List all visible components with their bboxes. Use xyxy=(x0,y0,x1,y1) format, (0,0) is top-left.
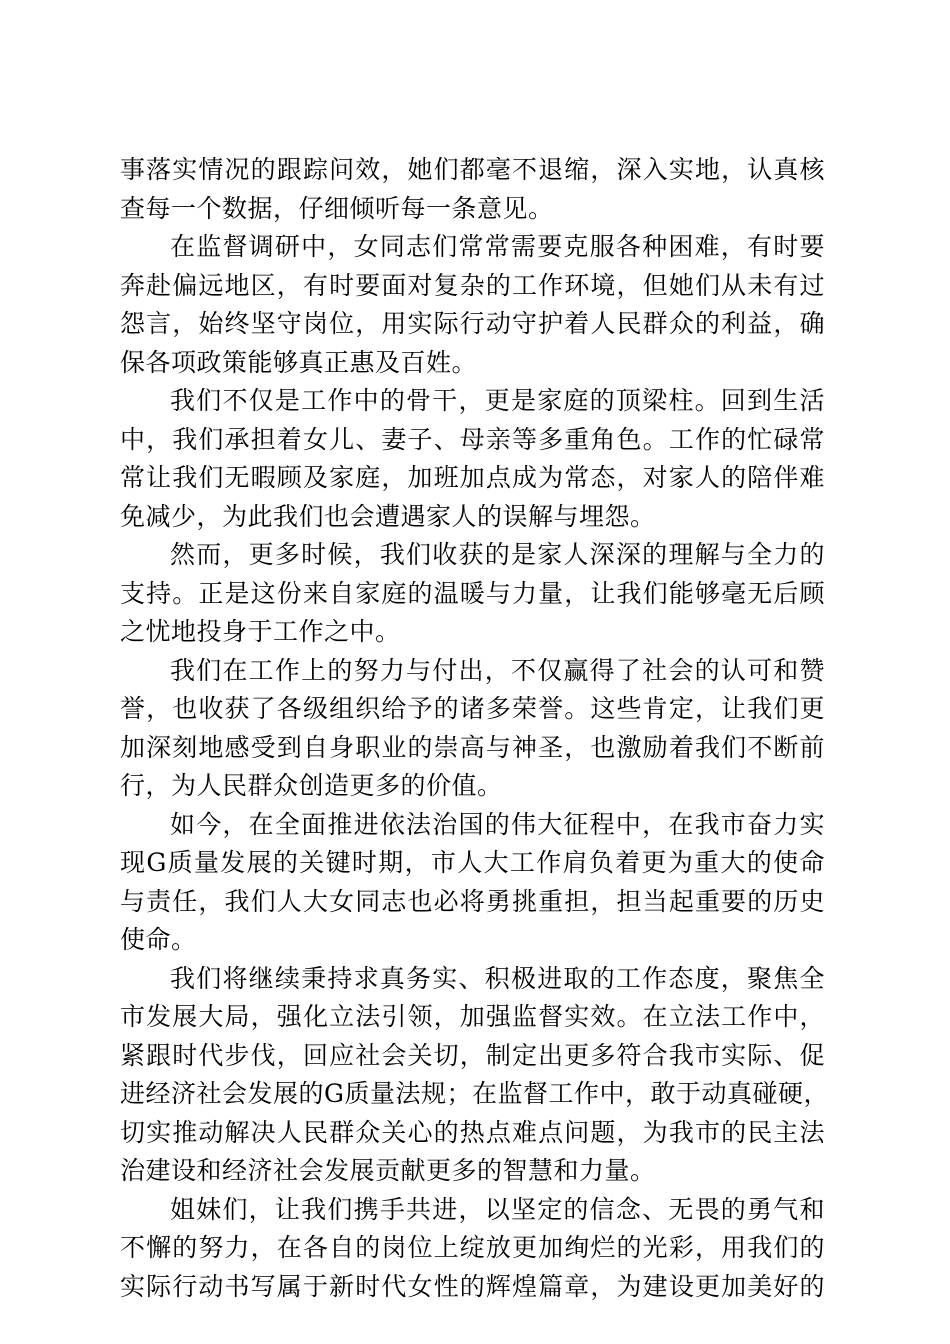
text-line: 之忧地投身于工作之中。 xyxy=(120,617,401,646)
text-line: 市发展大局，强化立法引领，加强监督实效。在立法工作中， xyxy=(120,1002,825,1031)
text-line: 我们在工作上的努力与付出，不仅赢得了社会的认可和赞 xyxy=(170,655,825,685)
paragraph-1 xyxy=(120,151,825,228)
text-line: 切实推动解决人民群众关心的热点难点问题，为我市的民主法 xyxy=(120,1117,825,1147)
text-line: 使命。 xyxy=(120,925,197,954)
text-line: 怨言，始终坚守岗位，用实际行动守护着人民群众的利益，确 xyxy=(120,309,825,338)
text-line: 加深刻地感受到自身职业的崇高与神圣，也激励着我们不断前 xyxy=(120,732,825,762)
text-line: 如今，在全面推进依法治国的伟大征程中，在我市奋力实 xyxy=(170,809,825,839)
text-line: 支持。正是这份来自家庭的温暖与力量，让我们能够毫无后顾 xyxy=(120,578,825,608)
paragraph-2 xyxy=(120,228,825,382)
text-line: 紧跟时代步伐，回应社会关切，制定出更多符合我市实际、促 xyxy=(120,1040,825,1070)
text-line: 保各项政策能够真正惠及百姓。 xyxy=(120,347,478,377)
text-line: 行，为人民群众创造更多的价值。 xyxy=(120,771,503,800)
text-line: 治建设和经济社会发展贡献更多的智慧和力量。 xyxy=(120,1156,656,1185)
text-line: 免减少，为此我们也会遭遇家人的误解与埋怨。 xyxy=(120,501,656,531)
text-line: 在监督调研中，女同志们常常需要克服各种困难，有时要 xyxy=(170,232,825,261)
text-line: 然而，更多时候，我们收获的是家人深深的理解与全力的 xyxy=(170,540,825,569)
paragraph-6 xyxy=(120,806,825,960)
text-line: 不懈的努力，在各自的岗位上绽放更加绚烂的光彩，用我们的 xyxy=(120,1233,825,1262)
text-line: 进经济社会发展的G质量法规；在监督工作中，敢于动真碰硬， xyxy=(120,1079,829,1108)
text-line: 誉，也收获了各级组织给予的诸多荣誉。这些肯定，让我们更 xyxy=(120,694,825,723)
paragraph-4 xyxy=(120,536,825,652)
text-line: 查每一个数据，仔细倾听每一条意见。 xyxy=(120,193,554,223)
paragraph-7 xyxy=(120,960,829,1191)
text-line: 实际行动书写属于新时代女性的辉煌篇章，为建设更加美好的 xyxy=(120,1271,825,1301)
text-line: 现G质量发展的关键时期，市人大工作肩负着更为重大的使命 xyxy=(120,848,825,877)
paragraph-5 xyxy=(120,652,825,806)
text-line: 与责任，我们人大女同志也必将勇挑重担，担当起重要的历史 xyxy=(120,886,825,916)
text-line: 姐妹们，让我们携手共进，以坚定的信念、无畏的勇气和 xyxy=(170,1194,825,1224)
text-line: 事落实情况的跟踪问效，她们都毫不退缩，深入实地，认真核 xyxy=(120,155,825,184)
text-line: 奔赴偏远地区，有时要面对复杂的工作环境，但她们从未有过 xyxy=(120,270,825,300)
text-line: 我们不仅是工作中的骨干，更是家庭的顶梁柱。回到生活 xyxy=(170,386,825,415)
paragraph-3 xyxy=(120,382,825,536)
text-line: 我们将继续秉持求真务实、积极进取的工作态度，聚焦全 xyxy=(170,963,825,993)
text-line: 常让我们无暇顾及家庭，加班加点成为常态，对家人的陪伴难 xyxy=(120,463,825,492)
paragraph-8 xyxy=(120,1191,825,1307)
document-body xyxy=(120,151,829,1306)
text-line: 中，我们承担着女儿、妻子、母亲等多重角色。工作的忙碌常 xyxy=(120,424,825,454)
